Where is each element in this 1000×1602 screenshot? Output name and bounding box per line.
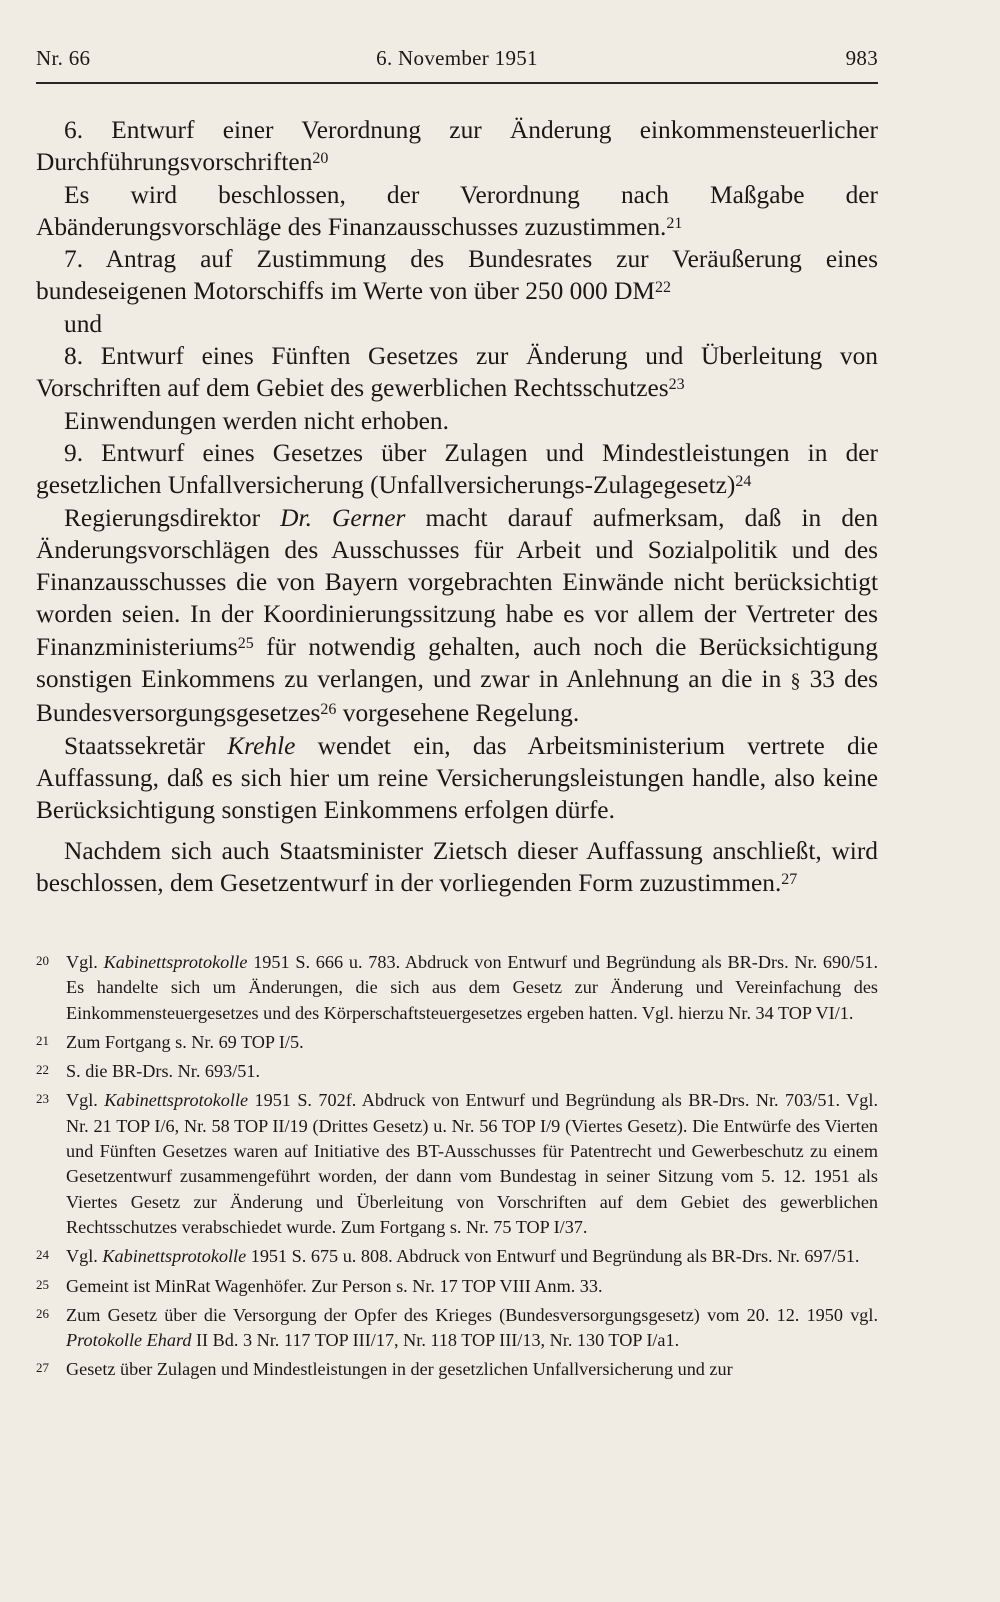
- discussion-paragraph: Regierungsdirektor Dr. Gerner macht darauf aufmerksam, daß in den Änderungsvorschlägen des Ausschusses für Arbeit und Sozialpolitik und des Finanzausschusses die von Bayern vorgebrachten Einwände nicht berücksichtigt worden seien. In der Koordinierungssitzung habe es vor allem der Vertreter des Finanzministeriums$^{25}$ für notwendig gehalten, auch noch die Berücksichtigung sonstigen Einkommens zu verlangen, und zwar in Anlehnung an die in § 33 des Bundesversorgungsgesetzes$^{26}$ vorgesehene Regelung.: [36, 503, 879, 728]
- running-header: [36, 46, 878, 71]
- agenda-item-6: 6. Entwurf einer Verordnung zur Änderung einkommensteuerlicher Durchführungsvorschriften$^{20}$: [36, 116, 878, 177]
- footnote-ref: 26: [320, 701, 337, 719]
- person-name: Krehle: [227, 731, 296, 760]
- footnote-27: 27 Gesetz über Zulagen und Mindestleistungen in der gesetzlichen Unfallversicherung und zur: [36, 1359, 733, 1380]
- footnote-ref: 21: [666, 214, 683, 232]
- footnote-24: 24 Vgl. Kabinettsprotokolle 1951 S. 675 u. 808. Abdruck von Entwurf und Begründung als BR-Drs. Nr. 697/51.: [36, 1246, 860, 1267]
- footnote-20: 20 Vgl. Kabinettsprotokolle 1951 S. 666 u. 783. Abdruck von Entwurf und Begründung als BR-Drs. Nr. 690/51. Es handelte sich um Änderungen, die sich aus dem Gesetz zur Änderung und Vereinfachung des Einkommensteuergesetzes und des Körperschaftsteuergesetzes ergeben hatten. Vgl. hierzu Nr. 34 TOP VI/1.: [36, 952, 878, 1023]
- footnote-25: 25 Gemeint ist MinRat Wagenhöfer. Zur Person s. Nr. 17 TOP VIII Anm. 33.: [36, 1275, 603, 1296]
- agenda-item-8: 8. Entwurf eines Fünften Gesetzes zur Änderung und Überleitung von Vorschriften auf dem Gebiet des gewerblichen Rechtsschutzes$^{23}$: [36, 342, 878, 403]
- discussion-paragraph: Staatssekretär Krehle wendet ein, das Arbeitsministerium vertrete die Auffassung, daß es sich hier um reine Versicherungsleistungen handle, also keine Berücksichtigung sonstigen Einkommens erfolgen dürfe.: [36, 731, 878, 825]
- footnote-ref: 24: [735, 473, 752, 491]
- connector-text: und: [64, 309, 103, 338]
- footnotes: [36, 950, 878, 1383]
- footnote-ref: 27: [781, 870, 798, 888]
- footnote-ref: 20: [312, 150, 329, 168]
- footnote-ref: 23: [668, 376, 685, 394]
- footnote-ref: 22: [654, 279, 671, 297]
- resolution-text: Nachdem sich auch Staatsminister Zietsch dieser Auffassung anschließt, wird beschlossen, dem Gesetzentwurf in der vorliegenden Form zuzustimmen.$^{27}$: [36, 836, 878, 897]
- resolution-text: Es wird beschlossen, der Verordnung nach Maßgabe der Abänderungsvorschläge des Finanzausschusses zuzustimmen.$^{21}$: [36, 180, 878, 241]
- header-rule: [36, 82, 878, 84]
- footnote-21: 21 Zum Fortgang s. Nr. 69 TOP I/5.: [36, 1031, 304, 1052]
- footnote-26: 26 Zum Gesetz über die Versorgung der Opfer des Krieges (Bundesversorgungsgesetz) vom 20. 12. 1950 vgl. Protokolle Ehard II Bd. 3 Nr. 117 TOP III/17, Nr. 118 TOP III/13, Nr. 130 TOP I/a1.: [36, 1304, 878, 1351]
- person-name: Dr. Gerner: [280, 503, 406, 532]
- section-sign: §: [790, 670, 801, 693]
- agenda-item-7: 7. Antrag auf Zustimmung des Bundesrates zur Veräußerung eines bundeseigenen Motorschiffs im Werte von über 250 000 DM$^{22}$: [36, 245, 878, 306]
- issue-number: Nr. 66: [36, 46, 91, 70]
- agenda-item-9: 9. Entwurf eines Gesetzes über Zulagen und Mindestleistungen in der gesetzlichen Unfallversicherung (Unfallversicherungs-Zulagegesetz)$^{24}$: [36, 438, 878, 500]
- footnote-22: 22 S. die BR-Drs. Nr. 693/51.: [36, 1061, 261, 1082]
- main-text: [36, 114, 878, 899]
- header-date: 6. November 1951: [376, 46, 538, 70]
- footnote-ref: 25: [237, 634, 254, 652]
- page-number: 983: [845, 46, 878, 70]
- footnote-23: 23 Vgl. Kabinettsprotokolle 1951 S. 702f. Abdruck von Entwurf und Begründung als BR-Drs. Nr. 703/51. Vgl. Nr. 21 TOP I/6, Nr. 58 TOP II/19 (Drittes Gesetz) u. Nr. 56 TOP I/9 (Viertes Gesetz). Die Entwürfe des Vierten und Fünften Gesetzes waren auf Initiative des BT-Ausschusses für Patentrecht und Gewerbeschutz zu einem Gesetzentwurf zusammengeführt worden, der dann vom Bundestag in seiner Sitzung vom 5. 12. 1951 als Viertes Gesetz zur Änderung und Überleitung von Vorschriften auf dem Gebiet des gewerblichen Rechtsschutzes verabschiedet wurde. Zum Fortgang s. Nr. 75 TOP I/37.: [36, 1090, 878, 1237]
- resolution-text: Einwendungen werden nicht erhoben.: [64, 406, 449, 435]
